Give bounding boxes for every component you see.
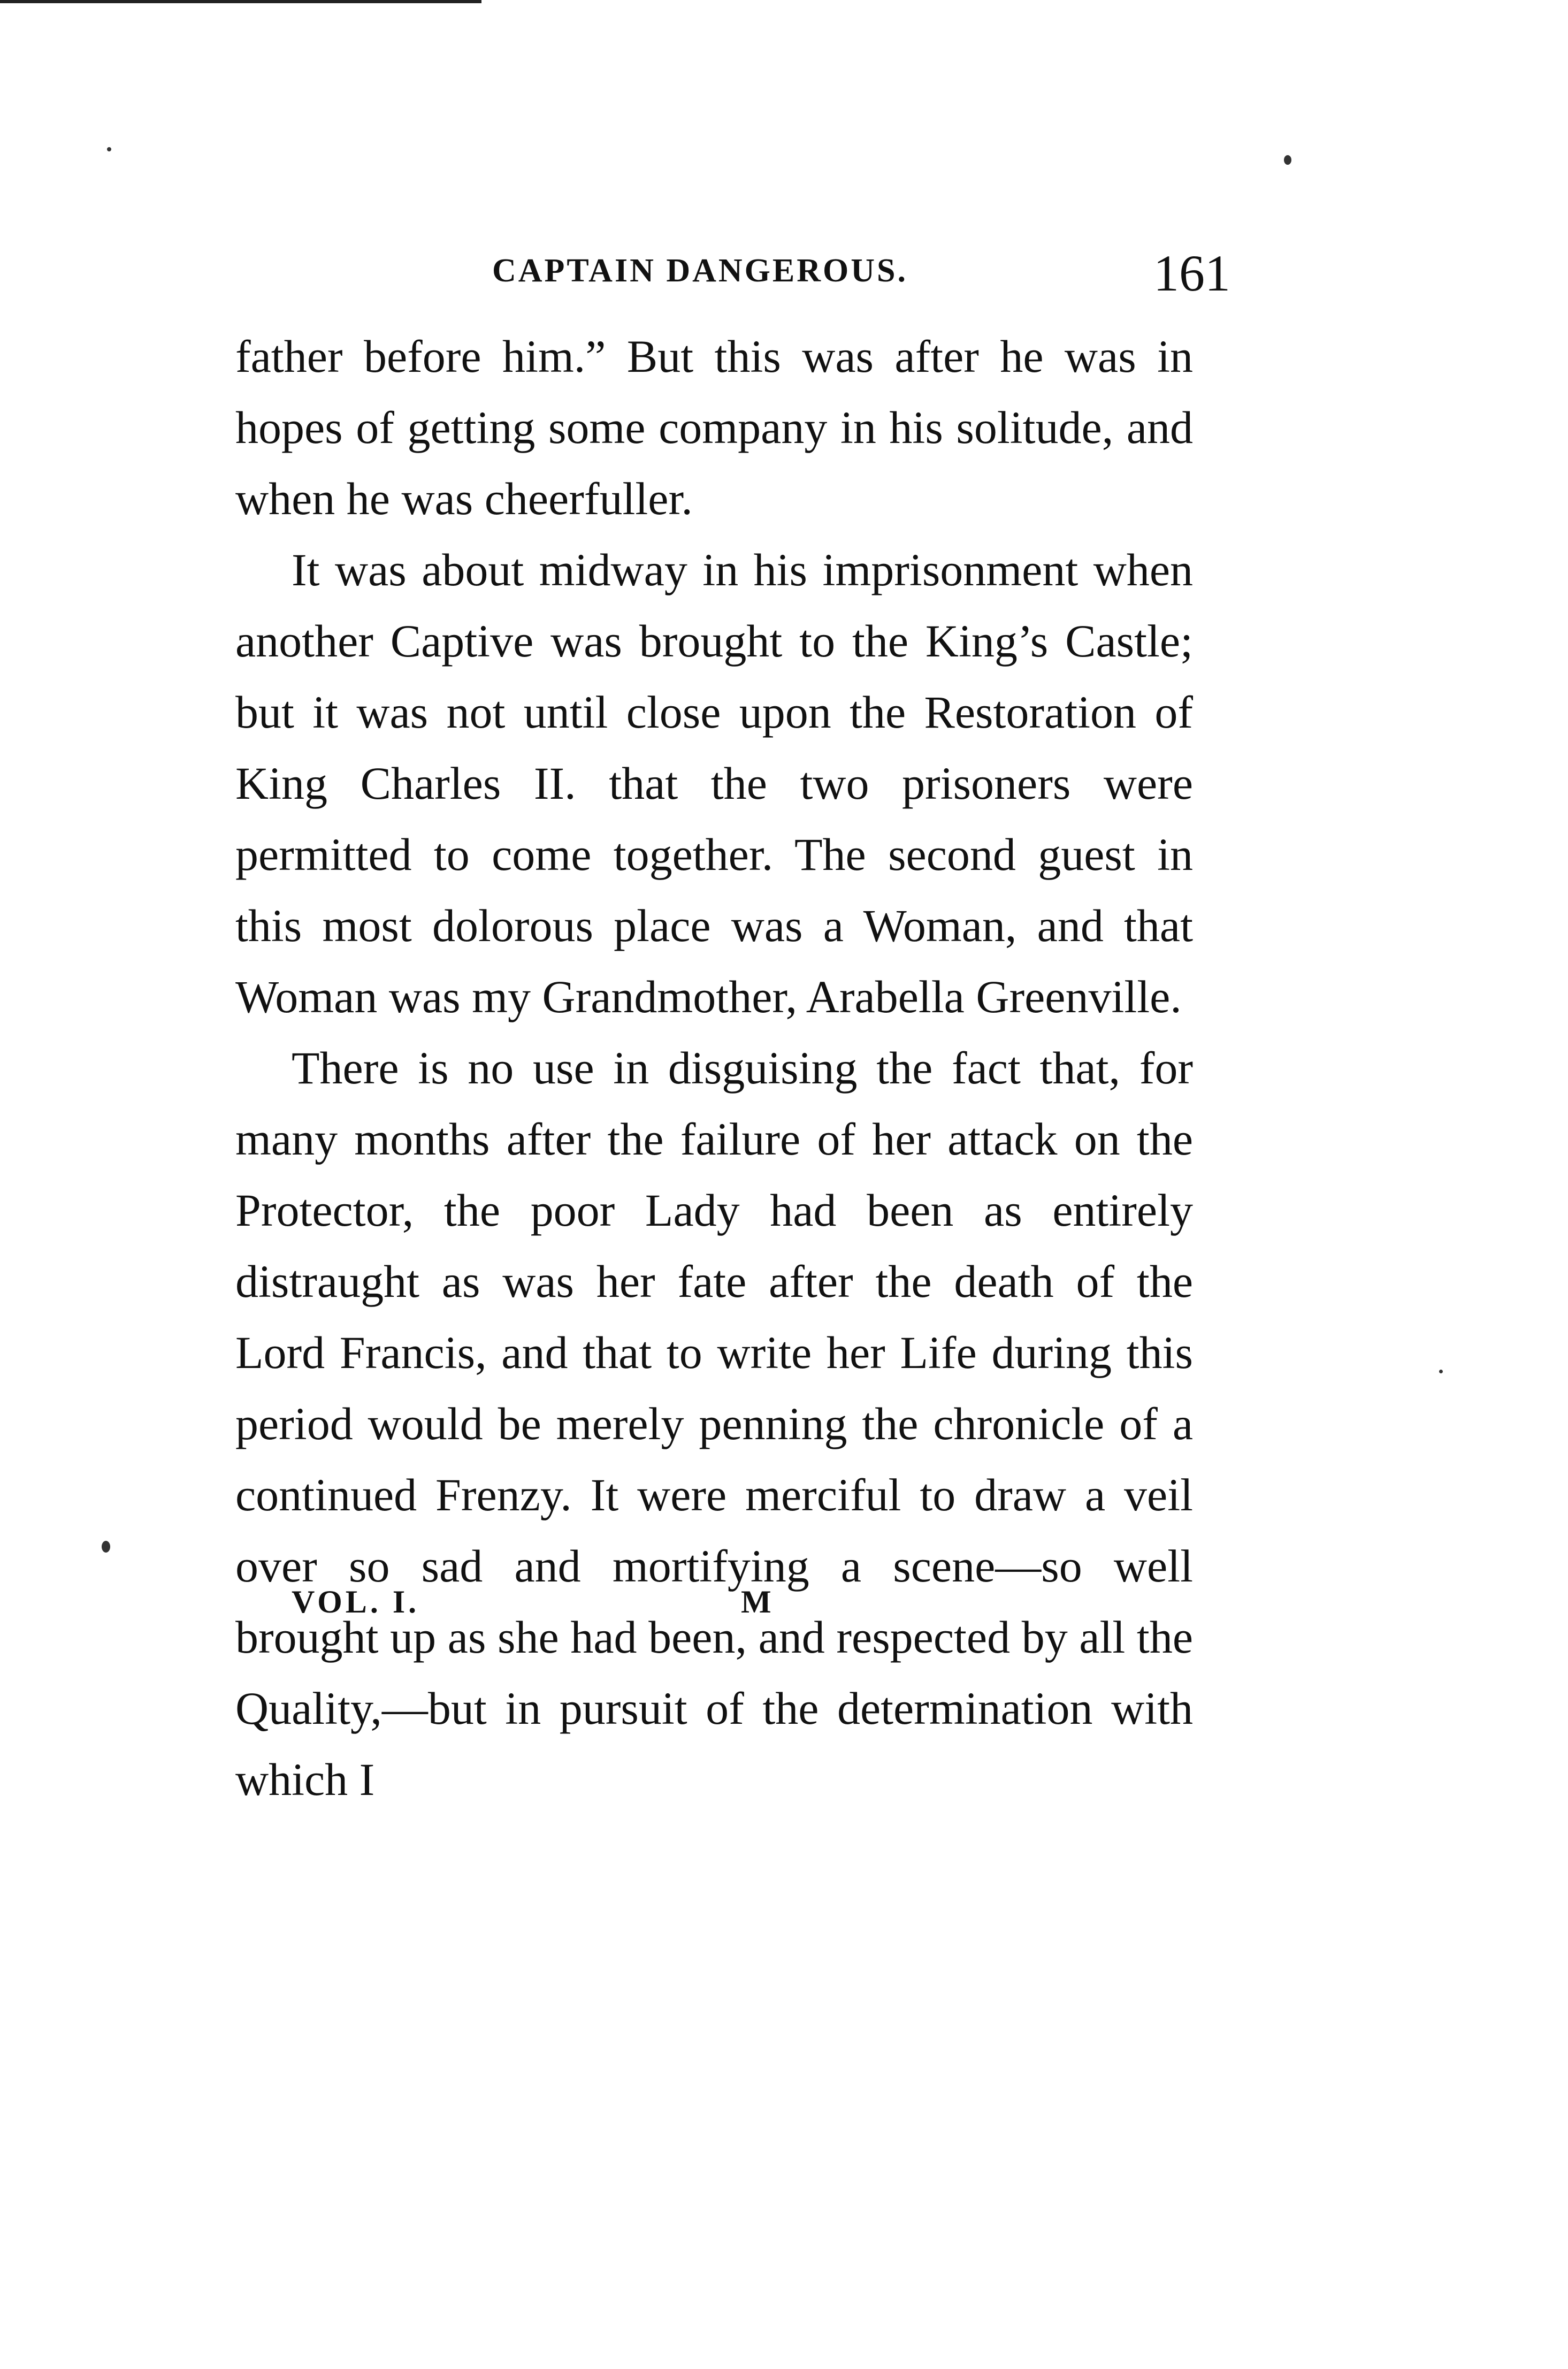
scan-speck: [102, 1541, 110, 1553]
scan-edge-rule: [0, 0, 481, 3]
signature-mark: M: [741, 1584, 771, 1619]
volume-marker: VOL. I.: [292, 1584, 420, 1619]
paragraph-1: father before him.” But this was after he was in hopes of getting some company in his solitude, and when he was cheerfuller.: [235, 331, 1193, 524]
scan-speck: [1284, 155, 1291, 165]
scan-speck: [107, 147, 111, 151]
page-header: [230, 243, 1230, 302]
page-number: 161: [1153, 244, 1230, 302]
paragraph-2: It was about midway in his imprisonment when another Captive was brought to the King’s Castle; but it was not until close upon the Restoration of King Charles II. that the two prisoners were permitted to come together. The second guest in this most dolorous place was a Woman, and that Woman was my Grandmother, Arabella Greenville.: [235, 544, 1193, 1022]
scan-speck: [1439, 1370, 1443, 1373]
paragraph-3: There is no use in disguising the fact that, for many months after the failure of her attack on the Protector, the poor Lady had been as entirely distraught as was her fate after the death of the Lord Francis, and that to write her Life during this period would be merely penning the chronicle of a continued Frenzy. It were merciful to draw a veil over so sad and mortifying a scene—so well brought up as she had been, and respected by all the Quality,—but in pursuit of the determination with which I: [235, 1042, 1193, 1805]
page-footer: [292, 1584, 827, 1626]
running-title: CAPTAIN DANGEROUS.: [492, 253, 908, 289]
